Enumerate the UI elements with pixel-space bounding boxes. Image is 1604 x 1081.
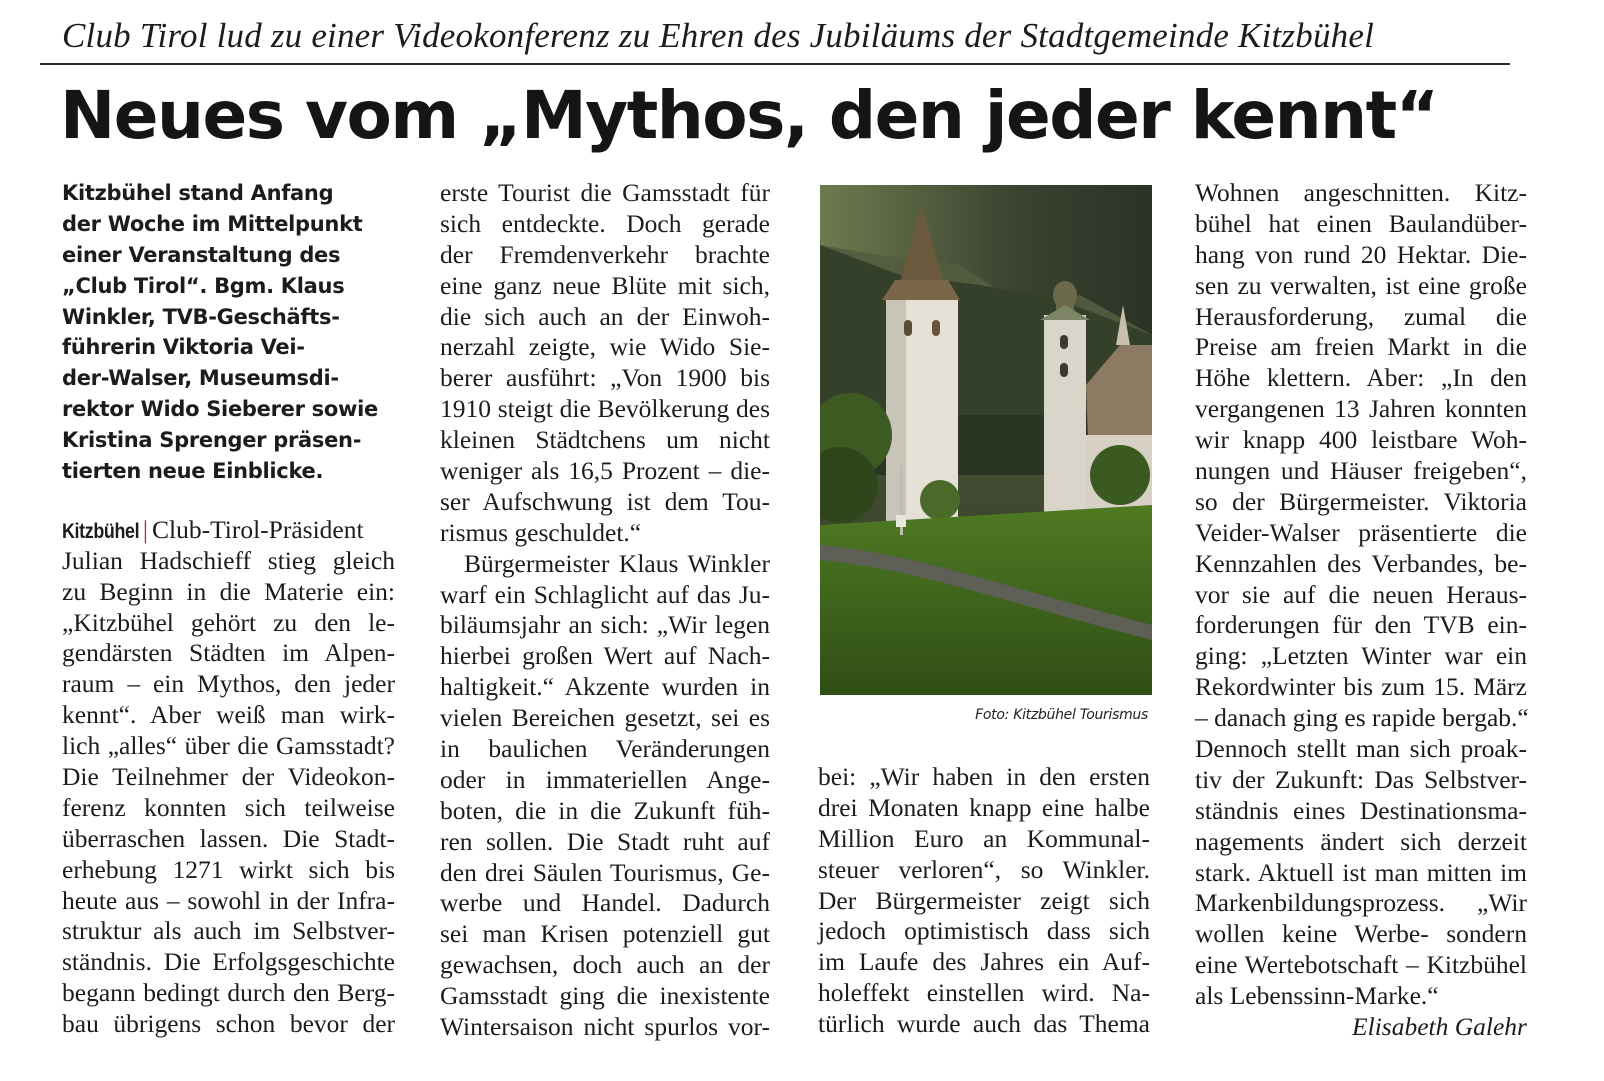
body-line: Julian Hadschieff stieg gleich bbox=[62, 545, 395, 575]
church-photo-illustration bbox=[820, 185, 1152, 695]
body-line: stark. Aktuell ist man mitten im bbox=[1195, 857, 1527, 887]
body-line: Preise am freien Markt in die bbox=[1195, 332, 1527, 362]
body-line: Kennzahlen des Verbandes, be- bbox=[1195, 548, 1527, 578]
article-photo-kitzbuehel-churches bbox=[820, 185, 1152, 695]
body-line: begann bedingt durch den Berg- bbox=[62, 978, 395, 1008]
body-line: hierbei großen Wert auf Nach- bbox=[440, 641, 770, 671]
body-line: holeffekt einstellen wird. Na- bbox=[818, 978, 1150, 1008]
body-line: boten, die in die Zukunft füh- bbox=[440, 795, 770, 825]
body-line: forderungen für den TVB ein- bbox=[1195, 610, 1527, 640]
body-line: den drei Säulen Tourismus, Ge- bbox=[440, 857, 770, 887]
body-line: „Kitzbühel gehört zu den le- bbox=[62, 607, 395, 637]
body-line: steuer verloren“, so Winkler. bbox=[818, 854, 1150, 884]
body-line: ständnis eines Destinationsma- bbox=[1195, 795, 1527, 825]
dateline-separator: | bbox=[142, 514, 148, 544]
body-line: 1910 steigt die Bevölkerung des bbox=[440, 394, 770, 424]
body-line: struktur als auch im Selbstver- bbox=[62, 916, 395, 946]
body-line: ser Aufschwung ist dem Tou- bbox=[440, 486, 770, 516]
column-3 bbox=[818, 762, 1150, 1040]
photo-caption: Foto: Kitzbühel Tourismus bbox=[975, 707, 1148, 723]
body-line: Die Teilnehmer der Videokon- bbox=[62, 762, 395, 792]
body-line: haltigkeit.“ Akzente wurden in bbox=[440, 672, 770, 702]
body-line: ferenz konnten sich teilweise bbox=[62, 792, 395, 822]
body-line: türlich wurde auch das Thema bbox=[818, 1009, 1150, 1039]
body-line: ging: „Letzten Winter war ein bbox=[1195, 641, 1527, 671]
body-line: sich entdeckte. Doch gerade bbox=[440, 208, 770, 238]
body-line: als Lebenssinn-Marke.“ bbox=[1195, 981, 1439, 1011]
kicker-rule-divider bbox=[40, 63, 1510, 65]
body-line: – danach ging es rapide bergab.“ bbox=[1195, 703, 1529, 733]
body-line: berer ausführt: „Von 1900 bis bbox=[440, 363, 770, 393]
body-line: werbe und Handel. Dadurch bbox=[440, 888, 770, 918]
body-line: Der Bürgermeister zeigt sich bbox=[818, 885, 1150, 915]
body-line: bau übrigens schon bevor der bbox=[62, 1009, 395, 1039]
body-line: jedoch optimistisch dass sich bbox=[818, 916, 1150, 946]
body-line: Bürgermeister Klaus Winkler bbox=[464, 548, 770, 578]
body-line: vor sie auf die neuen Heraus- bbox=[1195, 579, 1527, 609]
body-line: sei man Krisen potenziell gut bbox=[440, 919, 770, 949]
body-paragraph-1 bbox=[62, 515, 395, 1040]
body-line-text: Club-Tirol-Präsident bbox=[152, 514, 364, 544]
body-line: so der Bürgermeister. Viktoria bbox=[1195, 486, 1527, 516]
body-line: vergangenen 13 Jahren konnten bbox=[1195, 394, 1527, 424]
lead-line: einer Veranstaltung des bbox=[62, 242, 341, 267]
body-line: Dennoch stellt man sich proak- bbox=[1195, 734, 1527, 764]
body-line: gendärsten Städten im Alpen- bbox=[62, 638, 395, 668]
lead-line: der-Walser, Museumsdi- bbox=[62, 366, 339, 391]
body-line: im Laufe des Jahres ein Auf- bbox=[818, 947, 1150, 977]
body-line: Million Euro an Kommunal- bbox=[818, 823, 1150, 853]
body-line: ren sollen. Die Stadt ruht auf bbox=[440, 826, 770, 856]
lead-line: Winkler, TVB-Geschäfts- bbox=[62, 304, 340, 329]
body-line: kleinen Städtchens um nicht bbox=[440, 425, 770, 455]
headline: Neues vom „Mythos, den jeder kennt“ bbox=[60, 77, 1438, 154]
body-line: wir knapp 400 leistbare Woh- bbox=[1195, 425, 1527, 455]
lead-line: Kitzbühel stand Anfang bbox=[62, 181, 334, 205]
body-line: nungen und Häuser freigeben“, bbox=[1195, 456, 1527, 486]
body-line: zu Beginn in die Materie ein: bbox=[62, 576, 395, 606]
body-line: der Fremdenverkehr brachte bbox=[440, 239, 770, 269]
body-line: eine Wertebotschaft – Kitzbühel bbox=[1195, 950, 1527, 980]
body-line: bei: „Wir haben in den ersten bbox=[818, 762, 1150, 791]
body-line: die sich auch an der Einwoh- bbox=[440, 301, 770, 331]
body-line: warf ein Schlaglicht auf das Ju- bbox=[440, 579, 770, 609]
body-line: wollen keine Werbe- sondern bbox=[1195, 919, 1527, 949]
body-line: lich „alles“ über die Gamsstadt? bbox=[62, 731, 395, 761]
body-line: tiv der Zukunft: Das Selbstver- bbox=[1195, 764, 1527, 794]
body-line: Veider-Walser präsentierte die bbox=[1195, 517, 1527, 547]
author-byline: Elisabeth Galehr bbox=[1352, 1012, 1527, 1042]
body-line: ständnis. Die Erfolgsgeschichte bbox=[62, 947, 395, 977]
column-2 bbox=[440, 178, 770, 1043]
body-line: Wintersaison nicht spurlos vor- bbox=[440, 1012, 770, 1042]
lead-line: rektor Wido Sieberer sowie bbox=[62, 397, 378, 422]
column-1 bbox=[62, 178, 395, 1040]
body-line bbox=[62, 515, 395, 546]
lead-line: tierten neue Einblicke. bbox=[62, 459, 324, 484]
body-line: kennt“. Aber weiß man wirk- bbox=[62, 700, 395, 730]
lead-line: Kristina Sprenger präsen- bbox=[62, 428, 362, 453]
body-line: hang von rund 20 Hektar. Die- bbox=[1195, 239, 1527, 269]
lead-paragraph bbox=[62, 178, 395, 487]
body-line: Höhe klettern. Aber: „In den bbox=[1195, 363, 1527, 393]
body-line: überraschen lassen. Die Stadt- bbox=[62, 823, 395, 853]
body-line: raum – ein Mythos, den jeder bbox=[62, 669, 395, 699]
body-line: weniger als 16,5 Prozent – die- bbox=[440, 456, 770, 486]
body-line: Gamsstadt ging die inexistente bbox=[440, 981, 770, 1011]
body-line: vielen Bereichen gesetzt, sei es bbox=[440, 703, 770, 733]
kicker-subtitle: Club Tirol lud zu einer Videokonferenz zu Ehren des Jubiläums der Stadtgemeinde Kitzbühel bbox=[62, 16, 1375, 55]
body-line: nagements ändert sich derzeit bbox=[1195, 826, 1527, 856]
lead-line: „Club Tirol“. Bgm. Klaus bbox=[62, 273, 345, 298]
body-line: rismus geschuldet.“ bbox=[440, 517, 642, 547]
body-line: oder in immateriellen Ange- bbox=[440, 764, 770, 794]
body-line: gewachsen, doch auch an der bbox=[440, 950, 770, 980]
lead-line: der Woche im Mittelpunkt bbox=[62, 211, 363, 236]
body-line: Markenbildungsprozess. „Wir bbox=[1195, 888, 1527, 918]
body-line: Herausforderung, zumal die bbox=[1195, 301, 1527, 331]
body-line: heute aus – sowohl in der Infra- bbox=[62, 885, 395, 915]
body-line: Wohnen angeschnitten. Kitz- bbox=[1195, 178, 1527, 207]
body-line: nerzahl zeigte, wie Wido Sie- bbox=[440, 332, 770, 362]
body-line: drei Monaten knapp eine halbe bbox=[818, 792, 1150, 822]
body-line: bühel hat einen Baulandüber- bbox=[1195, 208, 1527, 238]
body-line: sen zu verwalten, ist eine große bbox=[1195, 270, 1527, 300]
body-line: erhebung 1271 wirkt sich bis bbox=[62, 854, 395, 884]
column-4 bbox=[1195, 178, 1527, 1043]
dateline: Kitzbühel bbox=[62, 519, 140, 543]
body-line: Rekordwinter bis zum 15. März bbox=[1195, 672, 1527, 702]
body-line: erste Tourist die Gamsstadt für bbox=[440, 178, 770, 207]
body-line: eine ganz neue Blüte mit sich, bbox=[440, 270, 770, 300]
lead-line: führerin Viktoria Vei- bbox=[62, 335, 305, 360]
body-line: biläumsjahr an sich: „Wir legen bbox=[440, 610, 770, 640]
body-line: in baulichen Veränderungen bbox=[440, 734, 770, 764]
